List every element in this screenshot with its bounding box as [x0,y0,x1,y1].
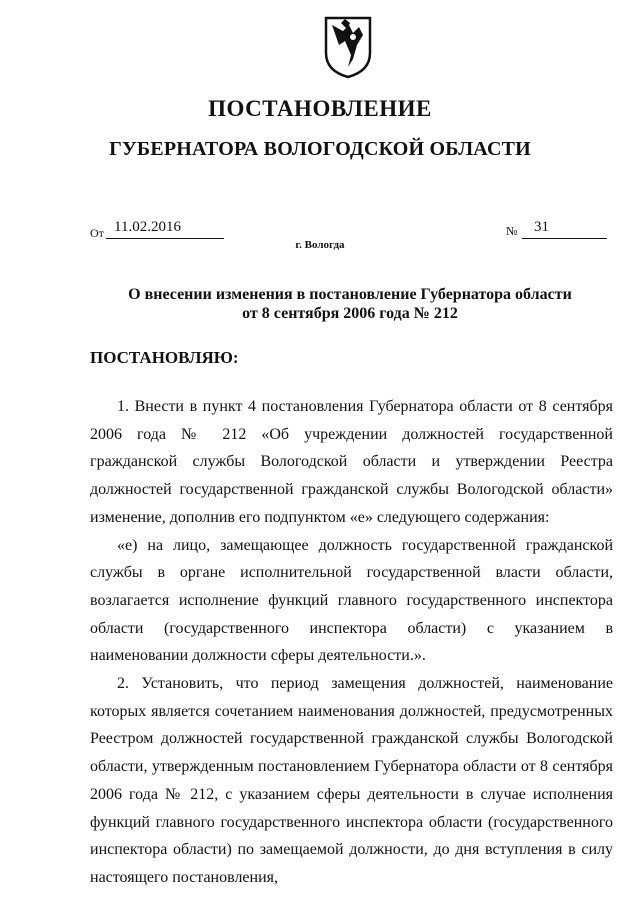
coat-of-arms-icon [323,15,373,79]
document-date: 11.02.2016 [114,219,181,235]
document-body [90,393,613,892]
decree-word: ПОСТАНОВЛЯЮ: [90,348,239,367]
subject-line-1: О внесении изменения в постановление Губернатора области [128,286,572,303]
number-label: № [506,224,518,238]
document-number: 31 [534,219,549,235]
city: г. Вологда [295,239,345,251]
subject-line-2: от 8 сентября 2006 года № 212 [242,305,458,322]
paragraph-2: «е) на лицо, замещающее должность государственной гражданской службы в органе исполнительной государственной власти области, возлагается исполнение функций главного государственного инспектора области (государственного инспектора области) с указанием в наименовании должности сферы деятельности.». [90,536,613,665]
paragraph-3: 2. Установить, что период замещения должностей, наименование которых является сочетанием наименования должностей, предусмотренных Реестром должностей государственной гражданской службы Вологодской области, утвержденным постановлением Губернатора области от 8 сентября 2006 года № 212, с указанием сферы деятельности в случае исполнения функций главного государственного инспектора области (государственного инспектора области) по замещаемой должности, до дня вступления в силу настоящего постановления, [90,675,613,886]
date-label: От [90,226,104,240]
document-title: ПОСТАНОВЛЕНИЕ [208,96,432,121]
document-subtitle: ГУБЕРНАТОРА ВОЛОГОДСКОЙ ОБЛАСТИ [109,138,531,160]
paragraph-1: 1. Внести в пункт 4 постановления Губернатора области от 8 сентября 2006 года № 212 «Об учреждении должностей государственной гражданской службы Вологодской области и утверждении Реестра должностей государственной гражданской службы Вологодской области» изменение, дополнив его подпунктом «е» следующего содержания: [90,398,613,526]
document-subject [90,285,610,323]
